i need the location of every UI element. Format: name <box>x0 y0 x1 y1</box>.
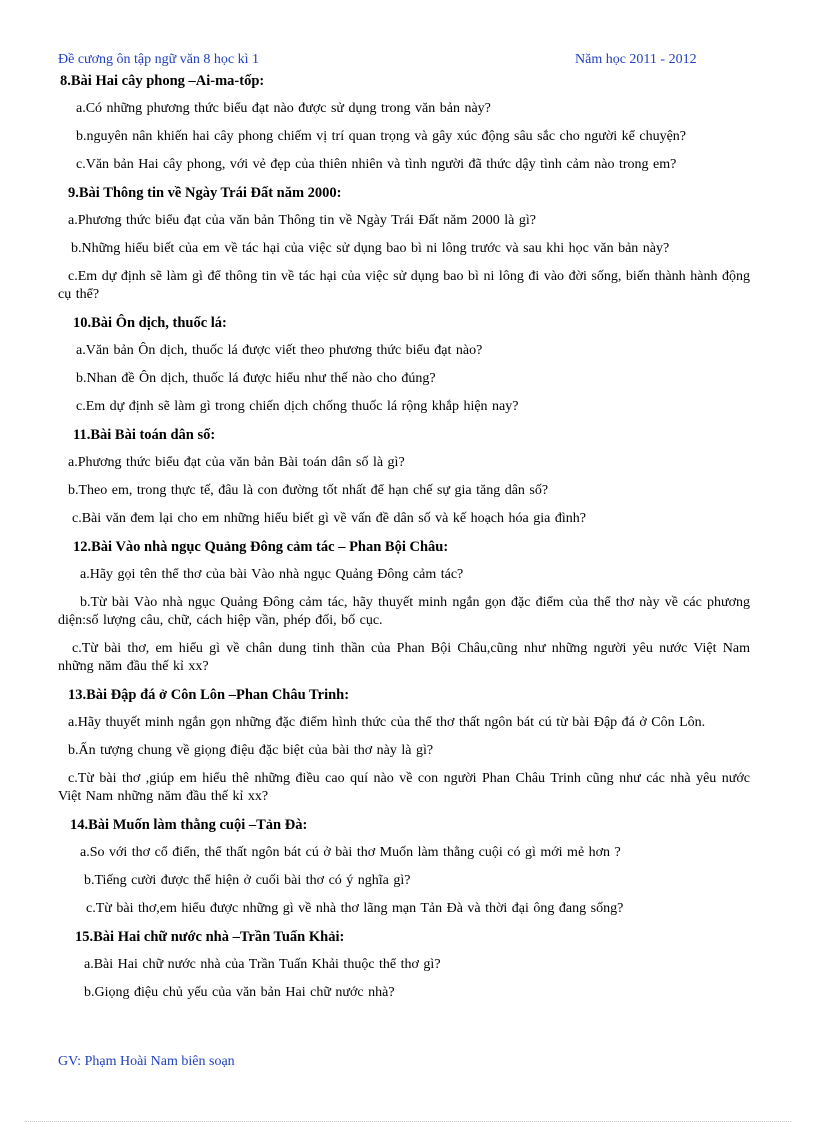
section-title-13: 13.Bài Đập đá ở Côn Lôn –Phan Châu Trinh: <box>68 687 350 703</box>
question-10b: b.Nhan đề Ôn dịch, thuốc lá được hiểu như thế nào cho đúng? <box>76 371 436 386</box>
question-11b: b.Theo em, trong thực tế, đâu là con đường tốt nhất để hạn chế sự gia tăng dân số? <box>68 483 549 498</box>
question-11c: c.Bài văn đem lại cho em những hiểu biết gì về vấn đề dân số và kế hoạch hóa gia đình? <box>72 511 586 526</box>
question-14a: a.So với thơ cổ điển, thể thất ngôn bát cú ở bài thơ Muốn làm thằng cuội có gì mới mẻ hơn ? <box>80 845 621 860</box>
question-14b: b.Tiếng cười được thể hiện ở cuối bài thơ có ý nghĩa gì? <box>84 873 411 888</box>
question-8b: b.nguyên nân khiến hai cây phong chiếm vị trí quan trọng và gây xúc động sâu sắc cho người kể chuyện? <box>76 129 686 144</box>
question-9b: b.Những hiểu biết của em về tác hại của việc sử dụng bao bì ni lông trước và sau khi học văn bản này? <box>71 241 670 256</box>
question-8a: a.Có những phương thức biểu đạt nào được sử dụng trong văn bản này? <box>76 101 491 116</box>
question-12b: b.Từ bài Vào nhà ngục Quảng Đông cảm tác, hãy thuyết minh ngắn gọn đặc điểm của thể thơ này về các phương diện:số lượng câu, chữ, cách hiệp vần, phép đối, bố cục. <box>58 595 750 628</box>
header-title: Đề cương ôn tập ngữ văn 8 học kì 1 <box>58 52 260 67</box>
question-15b: b.Giọng điệu chủ yếu của văn bản Hai chữ nước nhà? <box>84 985 395 1000</box>
question-10c: c.Em dự định sẽ làm gì trong chiến dịch chống thuốc lá rộng khắp hiện nay? <box>76 399 519 414</box>
section-title-12: 12.Bài Vào nhà ngục Quảng Đông cảm tác – Phan Bội Châu: <box>73 539 449 555</box>
question-12c: c.Từ bài thơ, em hiểu gì về chân dung tinh thần của Phan Bội Châu,cũng như những người yêu nước Việt Nam những năm đầu thế kỉ xx? <box>58 641 750 674</box>
footer-author: GV: Phạm Hoài Nam biên soạn <box>58 1054 235 1069</box>
question-15a: a.Bài Hai chữ nước nhà của Trần Tuấn Khải thuộc thể thơ gì? <box>84 957 441 972</box>
question-14c: c.Từ bài thơ,em hiểu được những gì về nhà thơ lãng mạn Tản Đà và thời đại ông đang sống? <box>86 901 624 916</box>
question-9c: c.Em dự định sẽ làm gì để thông tin về tác hại của việc sử dụng bao bì ni lông đi vào đời sống, biến thành hành động cụ thể? <box>58 269 750 302</box>
section-title-8: 8.Bài Hai cây phong –Ai-ma-tốp: <box>60 73 265 89</box>
section-title-10: 10.Bài Ôn dịch, thuốc lá: <box>73 315 227 331</box>
question-13b: b.Ấn tượng chung về giọng điệu đặc biệt của bài thơ này là gì? <box>68 743 434 758</box>
document-body <box>58 72 750 1012</box>
question-12a: a.Hãy gọi tên thể thơ của bài Vào nhà ngục Quảng Đông cảm tác? <box>80 567 464 582</box>
section-title-9: 9.Bài Thông tin về Ngày Trái Đất năm 2000: <box>68 185 342 201</box>
section-title-11: 11.Bài Bài toán dân số: <box>73 427 216 443</box>
page-bottom-divider <box>25 1121 791 1122</box>
question-8c: c.Văn bản Hai cây phong, với vẻ đẹp của thiên nhiên và tình người đã thức dậy tình cảm nào trong em? <box>76 157 677 172</box>
question-9a: a.Phương thức biểu đạt của văn bản Thông tin về Ngày Trái Đất năm 2000 là gì? <box>68 213 536 228</box>
header-school-year: Năm học 2011 - 2012 <box>575 52 697 67</box>
question-10a: a.Văn bản Ôn dịch, thuốc lá được viết theo phương thức biểu đạt nào? <box>76 343 483 358</box>
question-13a: a.Hãy thuyết minh ngắn gọn những đặc điểm hình thức của thể thơ thất ngôn bát cú từ bài Đập đá ở Côn Lôn. <box>68 715 706 730</box>
section-title-15: 15.Bài Hai chữ nước nhà –Trần Tuấn Khải: <box>75 929 345 945</box>
question-11a: a.Phương thức biểu đạt của văn bản Bài toán dân số là gì? <box>68 455 405 470</box>
question-13c: c.Từ bài thơ ,giúp em hiểu thê những điều cao quí nào về con người Phan Châu Trinh cũng như các nhà yêu nước Việt Nam những năm đầu thế kỉ xx? <box>58 771 750 804</box>
section-title-14: 14.Bài Muốn làm thằng cuội –Tản Đà: <box>70 817 308 833</box>
